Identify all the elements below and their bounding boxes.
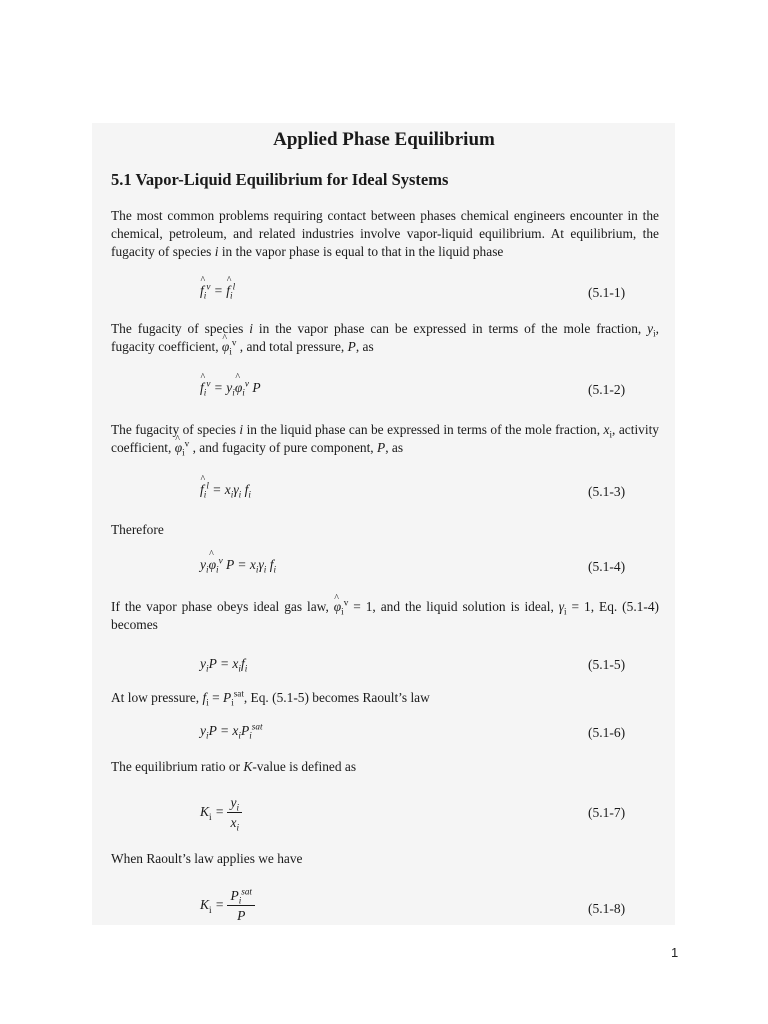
equation-number: (5.1-1) <box>588 285 626 300</box>
paragraph-ideal-gas: If the vapor phase obeys ideal gas law, ^ $\varphi_i^v = 1$, and the liquid solution is ideal, $\gamma_i = 1$, Eq. (5.1-4) becomes <box>111 598 659 634</box>
equation-5-1-8: $K_i$ = $\frac{P_i^{sat}}{P}$ <box>200 888 255 924</box>
equation-number: (5.1-4) <box>588 559 626 574</box>
equation-number: (5.1-8) <box>588 901 626 916</box>
paragraph-raoult: When Raoult’s law applies we have <box>111 851 303 866</box>
document-title: Applied Phase Equilibrium <box>273 129 495 150</box>
equation-number: (5.1-7) <box>588 805 626 820</box>
paragraph-liquid-fugacity: The fugacity of species i in the liquid phase can be expressed in terms of the mole fraction, $x_i$, activity coefficient, ^ $\varphi_i^v$ , and fugacity of pure component, P, as <box>111 421 659 457</box>
page-number: 1 <box>671 945 679 960</box>
paragraph-low-pressure: At low pressure, $f_i = P_i^{sat}$, Eq. (5.1-5) becomes Raoult’s law <box>111 688 430 708</box>
equation-number: (5.1-6) <box>588 725 626 740</box>
equation-5-1-4: $y_i\^{}$ $\varphi_i^v$ $P = x_i\gamma_i$ $f_i$ <box>200 557 276 573</box>
section-heading: 5.1 Vapor-Liquid Equilibrium for Ideal Systems <box>111 170 449 189</box>
equation-5-1-2: ^ $f_i^v$ = $y_i\^{}$ $\varphi_i^v$ P <box>200 380 261 396</box>
paragraph-k-value: The equilibrium ratio or K-value is defined as <box>111 759 357 774</box>
equation-5-1-3: ^ $f_i^l = x_i\gamma_i$ $f_i$ <box>200 482 251 498</box>
equation-number: (5.1-3) <box>588 484 626 499</box>
equation-5-1-5: $y_iP = x_if_i$ <box>200 656 248 674</box>
paragraph-intro: The most common problems requiring contact between phases chemical engineers encounter in the chemical, petroleum, and related industries involve vapor-liquid equilibrium. At equilibrium, the fugacity of species i in the vapor phase is equal to that in the liquid phase <box>111 208 659 260</box>
equation-number: (5.1-5) <box>588 657 626 672</box>
equation-5-1-7: $K_i$ = $\frac{y_i}{x_i}$ <box>200 795 242 831</box>
equation-number: (5.1-2) <box>588 382 626 397</box>
equation-5-1-6: $y_iP = x_iP_i^{sat}$ <box>200 721 263 741</box>
paragraph-vapor-fugacity: The fugacity of species i in the vapor phase can be expressed in terms of the mole fraction, $y_i$, fugacity coefficient, ^ $\varphi_i^v$ , and total pressure, P, as <box>111 320 659 356</box>
equation-5-1-1: ^ $f_i^v$ = ^ $f_i^l$ <box>200 283 235 299</box>
paragraph-therefore: Therefore <box>111 522 164 537</box>
